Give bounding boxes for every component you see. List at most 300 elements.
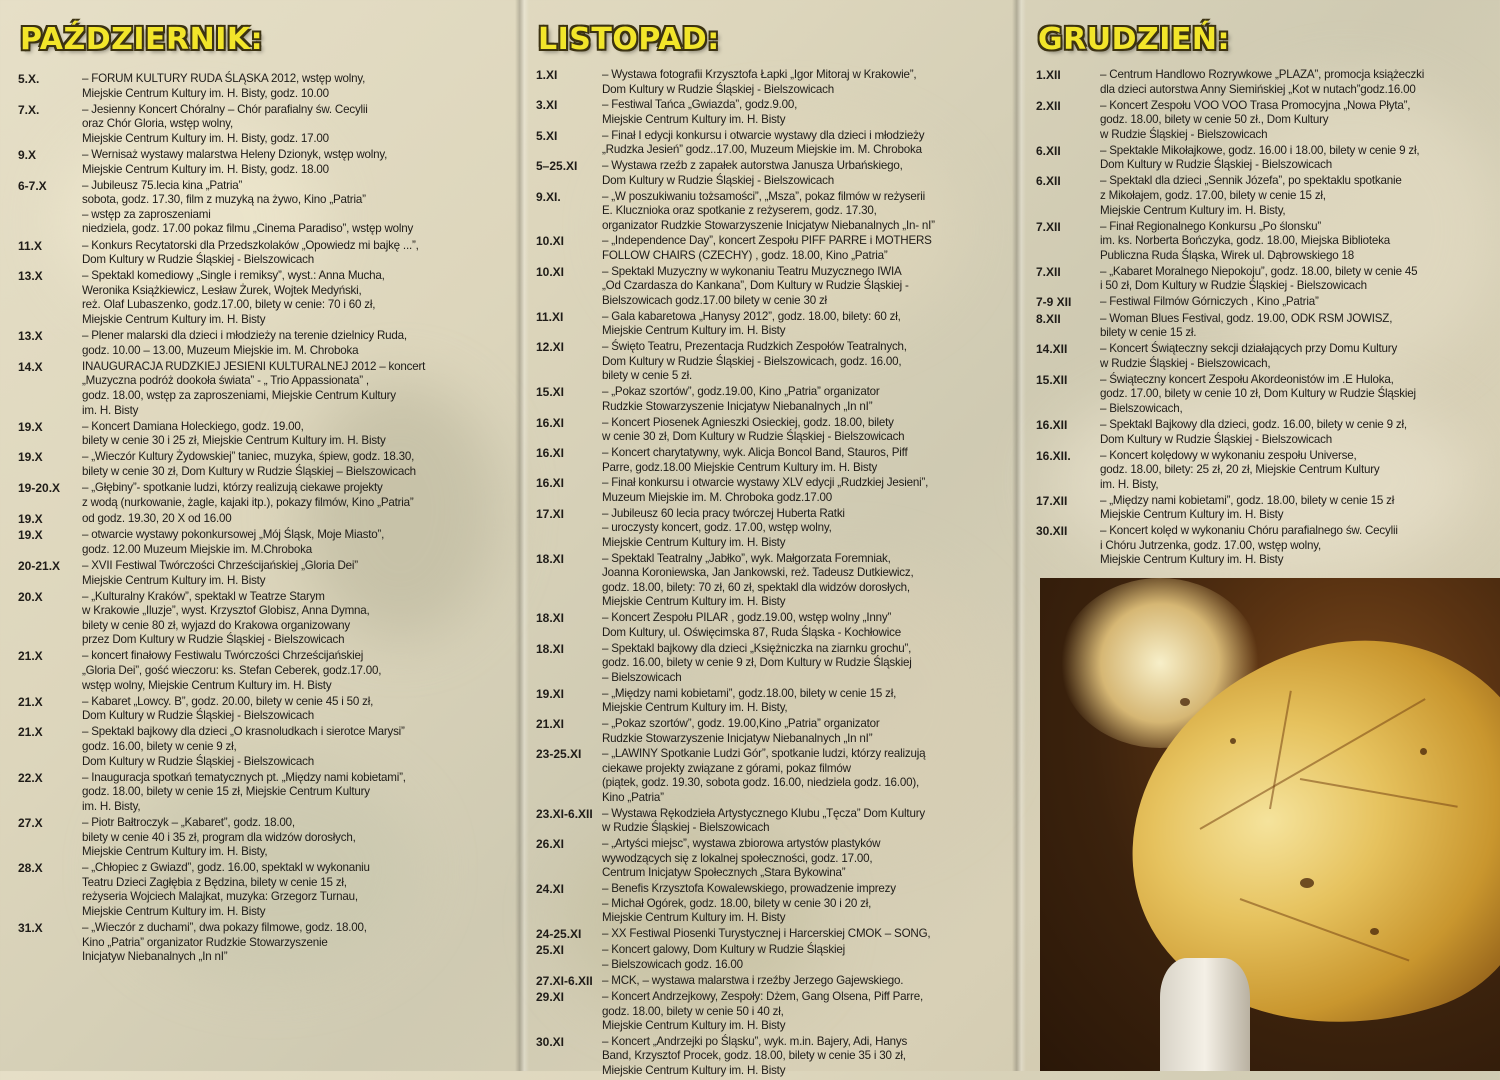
event-entry xyxy=(536,807,1006,836)
event-description-line: E. Klucznioka oraz spotkanie z reżyserem, godz. 17.30, xyxy=(602,204,877,218)
event-entry xyxy=(536,416,1006,445)
event-date: 1.XI xyxy=(536,68,558,82)
event-description-line: Miejskie Centrum Kultury im. H. Bisty, godz. 10.00 xyxy=(82,86,329,100)
event-description-line: – Konkurs Recytatorski dla Przedszkolaków „Opowiedz mi bajkę ...”, xyxy=(82,238,419,252)
event-description-line: – Festiwal Filmów Górniczych , Kino „Patria” xyxy=(1100,295,1319,309)
event-description-line: – XX Festiwal Piosenki Turystycznej i Harcerskiej CMOK – SONG, xyxy=(602,927,931,941)
event-description-line: organizator Rudzkie Stowarzyszenie Inicjatyw Niebanalnych „In- nI” xyxy=(602,218,935,232)
event-entry xyxy=(18,148,508,177)
event-date: 19.X xyxy=(18,450,43,465)
event-date: 2.XII xyxy=(1036,98,1061,113)
event-description xyxy=(1100,68,1496,97)
event-entry xyxy=(18,329,508,358)
event-description-line: – „Independence Day”, koncert Zespołu PIFF PARRE i MOTHERS xyxy=(602,234,932,248)
event-entry xyxy=(1036,373,1496,417)
event-description-line: bilety w cenie 80 zł, wyjazd do Krakowa organizowany xyxy=(82,618,350,632)
event-description-line: – Finał I edycji konkursu i otwarcie wystawy dla dzieci i młodzieży xyxy=(602,128,925,142)
event-description-line: godz. 17.00, bilety w cenie 10 zł, Dom Kultury w Rudzie Śląskiej xyxy=(1100,387,1416,401)
event-description-line: Miejskie Centrum Kultury im. H. Bisty xyxy=(602,112,786,126)
event-description xyxy=(602,416,1006,445)
event-description-line: – „Artyści miejsc”, wystawa zbiorowa artystów plastyków xyxy=(602,837,881,851)
event-description-line: Miejskie Centrum Kultury im. H. Bisty xyxy=(1100,508,1284,522)
event-date: 7-9 XII xyxy=(1036,295,1072,310)
event-description-line: wywodzących się z lokalnej społeczności, godz. 17.00, xyxy=(602,851,873,865)
event-entry xyxy=(1036,174,1496,218)
event-date: 20-21.X xyxy=(18,558,61,573)
event-description-line: – Woman Blues Festival, godz. 19.00, ODK RSM JOWISZ, xyxy=(1100,311,1393,325)
event-description xyxy=(602,385,1006,414)
event-entry xyxy=(536,927,1006,942)
event-description xyxy=(602,687,1006,716)
event-entry xyxy=(18,921,508,965)
event-description-line: Miejskie Centrum Kultury im. H. Bisty xyxy=(602,324,786,338)
event-description xyxy=(602,476,1006,505)
event-description-line: im. H. Bisty, xyxy=(82,799,141,813)
event-description xyxy=(82,861,508,919)
event-description xyxy=(602,990,1006,1034)
event-description-line: godz. 12.00 Muzeum Miejskie im. M.Chroboka xyxy=(82,542,313,556)
event-entry xyxy=(536,310,1006,339)
event-description-line: bilety w cenie 5 zł. xyxy=(602,369,693,383)
event-date: 5–25.XI xyxy=(536,159,578,174)
event-description-line: Muzeum Miejskie im. M. Chroboka godz.17.00 xyxy=(602,490,833,504)
event-description-line: – Koncert „Andrzejki po Śląsku”, wyk. m.in. Bajery, Adi, Hanys xyxy=(602,1034,908,1048)
event-entry xyxy=(1036,449,1496,493)
event-date: 1.XII xyxy=(1036,68,1061,82)
event-description xyxy=(82,450,508,479)
event-description-line: godz. 18.00, bilety: 25 zł, 20 zł, Miejskie Centrum Kultury xyxy=(1100,463,1380,477)
event-entry xyxy=(536,340,1006,384)
event-date: 11.XI xyxy=(536,309,564,324)
month-heading-december: GRUDZIEŃ: xyxy=(1038,22,1230,57)
event-date: 23.XI-6.XII xyxy=(536,806,593,821)
event-description-line: – „Chłopiec z Gwiazd”, godz. 16.00, spektakl w wykonaniu xyxy=(82,861,370,875)
event-description xyxy=(82,559,508,588)
event-description-line: Dom Kultury w Rudzie Śląskiej - Bielszowicach xyxy=(82,709,314,723)
event-date: 7.X. xyxy=(18,102,40,117)
event-description-line: – XVII Festiwal Twórczości Chrześcijańskiej „Gloria Dei” xyxy=(82,558,358,572)
event-description-line: bilety w cenie 40 i 35 zł, program dla widzów dorosłych, xyxy=(82,830,356,844)
event-description-line: godz. 18.00, bilety w cenie 50 i 40 zł, xyxy=(602,1004,784,1018)
event-date: 6.XII xyxy=(1036,174,1061,189)
event-date: 14.X xyxy=(18,359,43,374)
event-entry xyxy=(18,528,508,557)
column-november xyxy=(520,0,1010,1078)
event-description xyxy=(1100,524,1496,568)
event-description-line: – Święto Teatru, Prezentacja Rudzkich Zespołów Teatralnych, xyxy=(602,340,907,354)
event-description xyxy=(1100,342,1496,371)
event-description-line: – Michał Ogórek, godz. 18.00, bilety w cenie 30 i 20 zł, xyxy=(602,896,872,910)
event-description-line: Kino „Patria” xyxy=(602,791,664,805)
event-description-line: Rudzkie Stowarzyszenie Inicjatyw Niebanalnych „In nI” xyxy=(602,731,873,745)
event-description-line: Joanna Koroniewska, Jan Jankowski, reż. Tadeusz Dutkiewicz, xyxy=(602,566,914,580)
event-description-line: – Spektakl Teatralny „Jabłko”, wyk. Małgorzata Foremniak, xyxy=(602,551,891,565)
event-date: 7.XII xyxy=(1036,264,1061,279)
event-entry xyxy=(18,771,508,815)
event-description-line: – Wystawa Rękodzieła Artystycznego Klubu „Tęcza” Dom Kultury xyxy=(602,806,925,820)
event-description-line: – Koncert kolędowy w wykonaniu zespołu Universe, xyxy=(1100,448,1357,462)
event-date: 16.XI xyxy=(536,415,565,430)
event-date: 18.XI xyxy=(536,551,565,566)
event-entry xyxy=(18,420,508,449)
event-description-line: – „W poszukiwaniu tożsamości”, „Msza”, pokaz filmów w reżyserii xyxy=(602,189,926,203)
event-description xyxy=(82,269,508,327)
event-description-line: – „Między nami kobietami”, godz.18.00, bilety w cenie 15 zł, xyxy=(602,686,897,700)
event-description-line: – FORUM KULTURY RUDA ŚLĄSKA 2012, wstęp wolny, xyxy=(82,72,366,85)
event-description-line: – Spektakl Bajkowy dla dzieci, godz. 16.00, bilety w cenie 9 zł, xyxy=(1100,417,1407,431)
event-description-line: – Koncert Piosenek Agnieszki Osieckiej, godz. 18.00, bilety xyxy=(602,415,894,429)
event-description-line: – Wernisaż wystawy malarstwa Heleny Dzionyk, wstęp wolny, xyxy=(82,147,388,161)
event-description-line: godz. 18.00, bilety w cenie 15 zł, Miejskie Centrum Kultury xyxy=(82,785,370,799)
event-entry xyxy=(536,990,1006,1034)
event-description-line: godz. 18.00, bilety w cenie 50 zł., Dom Kultury xyxy=(1100,113,1329,127)
event-description xyxy=(602,974,1006,989)
event-entry xyxy=(536,943,1006,972)
event-date: 16.XII. xyxy=(1036,448,1071,463)
event-description-line: w Rudzie Śląskiej - Bielszowicach xyxy=(1100,127,1268,141)
event-description-line: – Koncert Damiana Holeckiego, godz. 19.00, xyxy=(82,419,304,433)
event-description xyxy=(82,103,508,147)
event-date: 17.XI xyxy=(536,506,565,521)
event-date: 11.X xyxy=(18,238,43,253)
event-description xyxy=(82,239,508,268)
event-description-line: Miejskie Centrum Kultury im. H. Bisty xyxy=(602,595,786,609)
event-description-line: „Gloria Dei”, gość wieczoru: ks. Stefan Ceberek, godz.17.00, xyxy=(82,664,382,678)
event-date: 13.X xyxy=(18,269,43,284)
event-description-line: Miejskie Centrum Kultury im. H. Bisty, xyxy=(602,701,788,715)
event-description xyxy=(602,340,1006,384)
event-description xyxy=(1100,449,1496,493)
event-date: 8.XII xyxy=(1036,311,1061,326)
event-entry xyxy=(18,861,508,919)
event-date: 3.XI xyxy=(536,98,558,113)
event-description xyxy=(1100,265,1496,294)
event-description xyxy=(602,1035,1006,1079)
column-october xyxy=(0,0,510,1071)
event-description-line: – Centrum Handlowo Rozrywkowe „PLAZA”, promocja książeczki xyxy=(1100,68,1425,81)
event-description-line: z wodą (nurkowanie, żagle, kajaki itp.), pokazy filmów, Kino „Patria” xyxy=(82,495,414,509)
event-description-line: – Wystawa rzeźb z zapałek autorstwa Janusza Urbańskiego, xyxy=(602,159,903,173)
event-description xyxy=(82,329,508,358)
month-heading-november: LISTOPAD: xyxy=(538,22,720,57)
event-description-line: – Spektakle Mikołajkowe, godz. 16.00 i 18.00, bilety w cenie 9 zł, xyxy=(1100,143,1420,157)
month-heading-october: PAŹDZIERNIK: xyxy=(20,22,264,57)
event-entry xyxy=(18,239,508,268)
event-description-line: im. H. Bisty xyxy=(82,403,139,417)
event-description-line: Miejskie Centrum Kultury im. H. Bisty xyxy=(602,911,786,925)
event-description xyxy=(602,129,1006,158)
event-date: 22.X xyxy=(18,770,43,785)
event-description-line: „Muzyczna podróż dookoła świata” - „ Trio Appassionata” , xyxy=(82,374,369,388)
event-entry xyxy=(18,72,508,101)
event-description-line: – koncert finałowy Festiwalu Twórczości Chrześcijańskiej xyxy=(82,649,364,663)
event-entry xyxy=(1036,342,1496,371)
event-description-line: Dom Kultury w Rudzie Śląskiej - Bielszowicach xyxy=(82,253,314,267)
event-date: 6-7.X xyxy=(18,178,47,193)
event-entry xyxy=(1036,144,1496,173)
event-list-october xyxy=(18,72,508,966)
event-entry xyxy=(18,590,508,648)
event-description-line: – „Kulturalny Kraków”, spektakl w Teatrze Starym xyxy=(82,589,325,603)
event-description xyxy=(82,148,508,177)
event-description-line: – Wystawa fotografii Krzysztofa Łapki „Igor Mitoraj w Krakowie”, xyxy=(602,68,917,81)
event-description-line: – Festiwal Tańca „Gwiazda”, godz.9.00, xyxy=(602,98,798,112)
event-description xyxy=(602,882,1006,926)
event-description xyxy=(602,234,1006,263)
event-description-line: przez Dom Kultury w Rudzie Śląskiej - Bielszowicach xyxy=(82,633,345,647)
event-description xyxy=(1100,295,1496,310)
event-description xyxy=(82,771,508,815)
event-description-line: – Spektakl dla dzieci „Sennik Józefa”, po spektaklu spotkanie xyxy=(1100,174,1402,188)
event-description-line: – Bielszowicach, xyxy=(1100,401,1183,415)
event-description-line: – Spektakl komediowy „Single i remiksy”, wyst.: Anna Mucha, xyxy=(82,269,385,283)
event-description-line: Dom Kultury w Rudzie Śląskiej - Bielszowicach xyxy=(602,82,834,96)
event-description-line: oraz Chór Gloria, wstęp wolny, xyxy=(82,117,234,131)
event-description xyxy=(82,816,508,860)
event-date: 28.X xyxy=(18,861,43,876)
event-entry xyxy=(18,481,508,510)
event-entry xyxy=(536,687,1006,716)
event-description-line: – Jubileusz 60 lecia pracy twórczej Huberta Ratki xyxy=(602,506,845,520)
event-description-line: – Piotr Bałtroczyk – „Kabaret”, godz. 18.00, xyxy=(82,816,295,829)
event-entry xyxy=(18,816,508,860)
event-entry xyxy=(18,649,508,693)
event-description-line: Miejskie Centrum Kultury im. H. Bisty, godz. 17.00 xyxy=(82,131,329,145)
event-description-line: – „Wieczór Kultury Żydowskiej” taniec, muzyka, śpiew, godz. 18.30, xyxy=(82,450,415,464)
event-description xyxy=(1100,99,1496,143)
event-description xyxy=(602,717,1006,746)
event-date: 20.X xyxy=(18,589,43,604)
event-entry xyxy=(18,559,508,588)
event-entry xyxy=(536,507,1006,551)
event-description-line: Parre, godz.18.00 Miejskie Centrum Kultury im. H. Bisty xyxy=(602,460,878,474)
event-description-line: – otwarcie wystawy pokonkursowej „Mój Śląsk, Moje Miasto”, xyxy=(82,528,385,542)
event-date: 31.X xyxy=(18,921,43,936)
event-description-line: – wstęp za zaproszeniami xyxy=(82,207,211,221)
event-entry xyxy=(18,360,508,418)
event-description-line: w Rudzie Śląskiej - Bielszowicach xyxy=(602,821,770,835)
event-entry xyxy=(536,476,1006,505)
event-entry xyxy=(536,747,1006,805)
event-description-line: im. ks. Norberta Bończyka, godz. 18.00, Miejska Biblioteka xyxy=(1100,234,1390,248)
event-description-line: Kino „Patria” organizator Rudzkie Stowarzyszenie xyxy=(82,935,328,949)
event-date: 9.X xyxy=(18,147,37,162)
event-date: 16.XI xyxy=(536,445,565,460)
event-description-line: – Koncert galowy, Dom Kultury w Rudzie Śląskiej xyxy=(602,943,845,957)
event-date: 7.XII xyxy=(1036,219,1061,234)
event-description xyxy=(82,590,508,648)
event-date: 5.XI xyxy=(536,128,558,143)
event-date: 27.XI-6.XII xyxy=(536,973,593,988)
event-description-line: Band, Krzysztof Procek, godz. 18.00, bilety w cenie 35 i 30 zł, xyxy=(602,1049,906,1063)
event-date: 15.XII xyxy=(1036,372,1068,387)
event-description-line: godz. 18.00, bilety: 70 zł, 60 zł, spektakl dla widzów dorosłych, xyxy=(602,580,910,594)
event-description xyxy=(602,837,1006,881)
event-date: 5.X. xyxy=(18,72,40,86)
event-description xyxy=(602,807,1006,836)
event-date: 19.X xyxy=(18,511,43,526)
event-description-line: – Finał konkursu i otwarcie wystawy XLV edycji „Rudzkiej Jesieni”, xyxy=(602,476,929,490)
event-description-line: – Koncert Zespołu VOO VOO Trasa Promocyjna „Nowa Płyta”, xyxy=(1100,98,1411,112)
event-entry xyxy=(1036,265,1496,294)
event-description-line: Dom Kultury w Rudzie Śląskiej - Bielszowicach, godz. 16.00, xyxy=(602,354,902,368)
event-description-line: niedziela, godz. 17.00 pokaz filmu „Cinema Paradiso”, wstęp wolny xyxy=(82,222,414,236)
event-description-line: Inicjatyw Niebanalnych „In nI” xyxy=(82,950,228,964)
event-description xyxy=(602,446,1006,475)
event-description xyxy=(1100,418,1496,447)
event-entry xyxy=(1036,295,1496,310)
event-entry xyxy=(18,450,508,479)
event-description-line: – Jubileusz 75.lecia kina „Patria” xyxy=(82,178,243,192)
event-description-line: Dom Kultury w Rudzie Śląskiej - Bielszowicach xyxy=(82,754,314,768)
event-date: 12.XI xyxy=(536,340,565,355)
event-entry xyxy=(536,552,1006,610)
event-description xyxy=(602,927,1006,942)
event-description-line: FOLLOW CHAIRS (CZECHY) , godz. 18.00, Kino „Patria” xyxy=(602,249,888,263)
event-description-line: w cenie 30 zł, Dom Kultury w Rudzie Śląskiej - Bielszowicach xyxy=(602,430,905,444)
event-description-line: – „Pokaz szortów”, godz. 19.00,Kino „Patria” organizator xyxy=(602,716,880,730)
event-description-line: Miejskie Centrum Kultury im. H. Bisty xyxy=(1100,553,1284,567)
event-date: 21.X xyxy=(18,649,43,664)
event-description-line: od godz. 19.30, 20 X od 16.00 xyxy=(82,511,232,525)
event-description-line: – Benefis Krzysztofa Kowalewskiego, prowadzenie imprezy xyxy=(602,882,896,896)
event-description-line: Teatru Dzieci Zagłębia z Będzina, bilety w cenie 15 zł, xyxy=(82,875,347,889)
event-entry xyxy=(536,974,1006,989)
event-description-line: – Finał Regionalnego Konkursu „Po ślonsku” xyxy=(1100,219,1322,233)
event-description-line: bilety w cenie 30 zł, Dom Kultury w Rudzie Śląskiej – Bielszowicach xyxy=(82,464,416,478)
event-description xyxy=(602,98,1006,127)
event-entry xyxy=(536,385,1006,414)
event-date: 18.XI xyxy=(536,611,565,626)
event-description-line: Rudzkie Stowarzyszenie Inicjatyw Niebanalnych „In nI” xyxy=(602,399,873,413)
event-description-line: Miejskie Centrum Kultury im. H. Bisty xyxy=(602,535,786,549)
event-description-line: wstęp wolny, Miejskie Centrum Kultury im. H. Bisty xyxy=(82,678,332,692)
event-description-line: – Spektakl bajkowy dla dzieci „O krasnoludkach i sierotce Marysi” xyxy=(82,725,405,739)
event-date: 21.X xyxy=(18,694,43,709)
event-entry xyxy=(1036,68,1496,97)
event-date: 17.XII xyxy=(1036,493,1068,508)
event-description-line: Miejskie Centrum Kultury im. H. Bisty xyxy=(602,1064,786,1078)
event-entry xyxy=(536,129,1006,158)
event-description-line: – Gala kabaretowa „Hanysy 2012”, godz. 18.00, bilety: 60 zł, xyxy=(602,309,901,323)
event-date: 6.XII xyxy=(1036,143,1061,158)
event-description-line: – Spektakl bajkowy dla dzieci „Księżniczka na ziarnku grochu”, xyxy=(602,641,912,655)
event-description-line: bilety w cenie 30 i 25 zł, Miejskie Centrum Kultury im. H. Bisty xyxy=(82,434,386,448)
event-entry xyxy=(18,512,508,527)
event-date: 10.XI xyxy=(536,234,565,249)
event-description-line: dla dzieci autorstwa Anny Siemińskiej „Kot w nutach”godz.16.00 xyxy=(1100,82,1416,96)
event-date: 21.X xyxy=(18,725,43,740)
event-date: 16.XI xyxy=(536,476,565,491)
event-description-line: reż. Olaf Lubaszenko, godz.17.00, bilety w cenie: 70 i 60 zł, xyxy=(82,298,376,312)
event-list-december xyxy=(1036,68,1496,569)
event-description-line: Miejskie Centrum Kultury im. H. Bisty xyxy=(82,573,266,587)
event-description xyxy=(1100,174,1496,218)
event-description xyxy=(82,528,508,557)
event-description-line: Centrum Inicjatyw Społecznych „Stara Bykowina” xyxy=(602,866,846,880)
event-date: 24.XI xyxy=(536,882,565,897)
event-entry xyxy=(536,837,1006,881)
event-description-line: bilety w cenie 15 zł. xyxy=(1100,326,1197,340)
event-description-line: Miejskie Centrum Kultury im. H. Bisty, xyxy=(1100,203,1286,217)
event-description-line: Miejskie Centrum Kultury im. H. Bisty xyxy=(82,905,266,919)
event-description xyxy=(82,725,508,769)
event-description-line: Dom Kultury w Rudzie Śląskiej - Bielszowicach xyxy=(1100,158,1332,172)
event-description-line: – Koncert Świąteczny sekcji działających przy Domu Kultury xyxy=(1100,342,1398,356)
event-description xyxy=(82,481,508,510)
event-description-line: – Plener malarski dla dzieci i młodzieży na terenie dzielnicy Ruda, xyxy=(82,329,407,343)
event-description xyxy=(1100,312,1496,341)
event-description-line: – „LAWINY Spotkanie Ludzi Gór”, spotkanie ludzi, którzy realizują xyxy=(602,747,926,761)
event-description-line: INAUGURACJA RUDZKIEJ JESIENI KULTURALNEJ 2012 – koncert xyxy=(82,359,426,373)
event-description-line: Dom Kultury w Rudzie Śląskiej - Bielszowicach xyxy=(1100,432,1332,446)
event-description-line: reżyseria Wojciech Malajkat, muzyka: Grzegorz Turnau, xyxy=(82,890,358,904)
event-date: 9.XI. xyxy=(536,189,561,204)
event-entry xyxy=(18,725,508,769)
event-entry xyxy=(536,265,1006,309)
event-description-line: – Spektakl Muzyczny w wykonaniu Teatru Muzycznego IWIA xyxy=(602,264,902,278)
event-description-line: Bielszowicach godz.17.00 bilety w cenie 30 zł xyxy=(602,294,827,308)
event-description xyxy=(1100,373,1496,417)
event-description-line: Dom Kultury w Rudzie Śląskiej - Bielszowicach xyxy=(602,173,834,187)
event-date: 19-20.X xyxy=(18,481,61,496)
event-entry xyxy=(536,190,1006,234)
event-description xyxy=(602,552,1006,610)
event-description-line: – „Pokaz szortów”, godz.19.00, Kino „Patria” organizator xyxy=(602,385,880,399)
event-description xyxy=(602,943,1006,972)
event-description-line: – Koncert Andrzejkowy, Zespoły: Dżem, Gang Olsena, Piff Parre, xyxy=(602,989,923,1003)
event-description-line: – Jesienny Koncert Chóralny – Chór parafialny św. Cecylii xyxy=(82,102,368,116)
event-description-line: godz. 16.00, bilety w cenie 9 zł, Dom Kultury w Rudzie Śląskiej xyxy=(602,656,912,670)
event-description xyxy=(82,179,508,237)
event-entry xyxy=(536,717,1006,746)
event-entry xyxy=(18,269,508,327)
event-entry xyxy=(536,642,1006,686)
event-entry xyxy=(536,98,1006,127)
event-entry xyxy=(18,179,508,237)
event-date: 26.XI xyxy=(536,837,565,852)
event-description-line: w Rudzie Śląskiej - Bielszowicach, xyxy=(1100,356,1271,370)
event-entry xyxy=(1036,494,1496,523)
event-date: 19.XI xyxy=(536,686,565,701)
event-description-line: – Kabaret „Lowcy. B”, godz. 20.00, bilety w cenie 45 i 50 zł, xyxy=(82,694,374,708)
event-description-line: i 50 zł, Dom Kultury w Rudzie Śląskiej - Bielszowicach xyxy=(1100,279,1367,293)
event-date: 13.X xyxy=(18,329,43,344)
event-entry xyxy=(536,882,1006,926)
event-date: 29.XI xyxy=(536,989,565,1004)
event-description xyxy=(82,72,508,101)
event-description-line: – „Między nami kobietami”, godz. 18.00, bilety w cenie 15 zł xyxy=(1100,493,1395,507)
event-date: 23-25.XI xyxy=(536,747,582,762)
event-description-line: sobota, godz. 17.30, film z muzyką na żywo, Kino „Patria” xyxy=(82,193,366,207)
event-description xyxy=(82,695,508,724)
event-date: 21.XI xyxy=(536,716,565,731)
event-description-line: – Koncert charytatywny, wyk. Alicja Boncol Band, Stauros, Piff xyxy=(602,445,908,459)
event-description-line: „Od Czardasza do Kankana”, Dom Kultury w Rudzie Śląskiej - xyxy=(602,279,909,293)
event-description-line: Miejskie Centrum Kultury im. H. Bisty, godz. 18.00 xyxy=(82,162,329,176)
event-description xyxy=(602,507,1006,551)
event-date: 30.XI xyxy=(536,1034,565,1049)
event-date: 24-25.XI xyxy=(536,927,582,942)
event-description-line: godz. 16.00, bilety w cenie 9 zł, xyxy=(82,740,237,754)
event-description xyxy=(602,159,1006,188)
event-entry xyxy=(536,446,1006,475)
event-entry xyxy=(1036,312,1496,341)
event-date: 25.XI xyxy=(536,943,565,958)
event-description-line: im. H. Bisty, xyxy=(1100,477,1159,491)
event-description-line: Miejskie Centrum Kultury im. H. Bisty xyxy=(82,313,266,326)
event-entry xyxy=(1036,99,1496,143)
